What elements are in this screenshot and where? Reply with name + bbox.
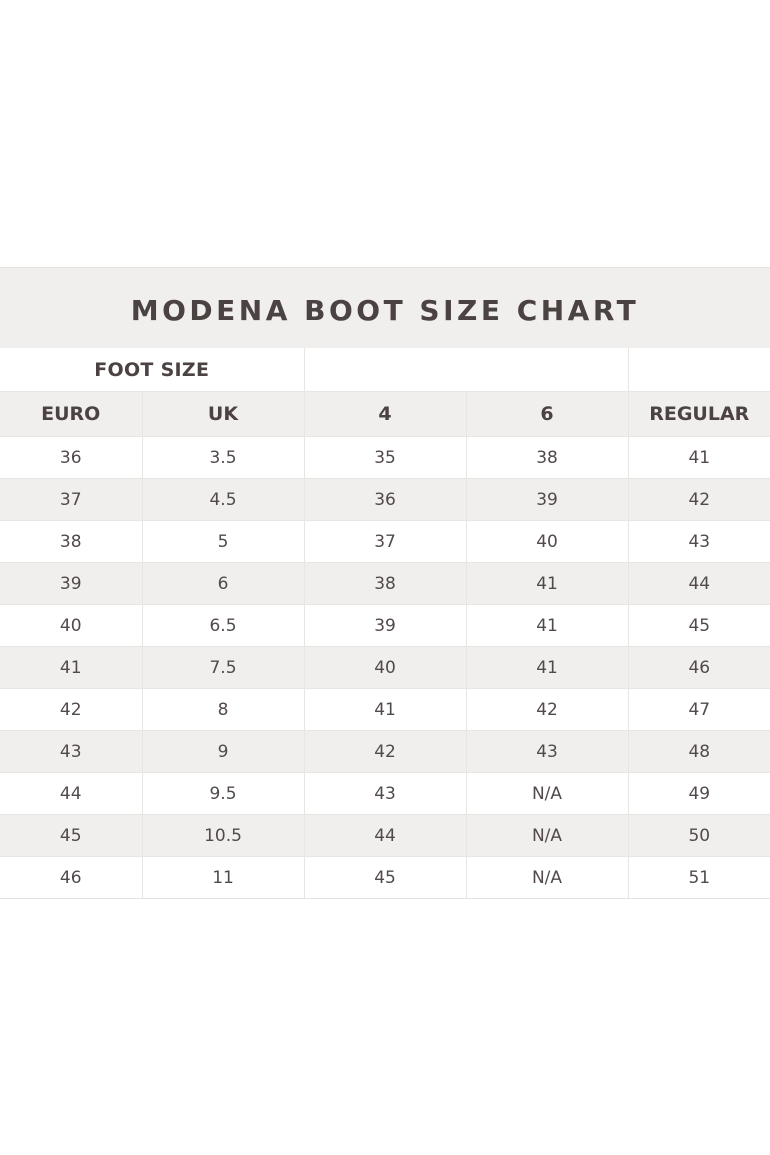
table-row <box>0 731 770 773</box>
table-row <box>0 647 770 689</box>
cell-euro: 42 <box>0 689 142 731</box>
cell-col-6: 38 <box>466 437 628 479</box>
table-row <box>0 479 770 521</box>
column-header-regular: REGULAR <box>628 392 770 437</box>
cell-regular: 43 <box>628 521 770 563</box>
group-header-row <box>0 348 770 392</box>
cell-col-4: 38 <box>304 563 466 605</box>
cell-euro: 40 <box>0 605 142 647</box>
group-header-blank <box>304 348 628 392</box>
cell-uk: 4.5 <box>142 479 304 521</box>
cell-uk: 11 <box>142 857 304 899</box>
column-header-uk: UK <box>142 392 304 437</box>
foot-size-group-label: FOOT SIZE <box>0 348 304 392</box>
cell-col-4: 40 <box>304 647 466 689</box>
cell-uk: 7.5 <box>142 647 304 689</box>
cell-regular: 49 <box>628 773 770 815</box>
column-header-6: 6 <box>466 392 628 437</box>
cell-uk: 6.5 <box>142 605 304 647</box>
cell-col-6: 41 <box>466 563 628 605</box>
column-header-row <box>0 392 770 437</box>
cell-euro: 37 <box>0 479 142 521</box>
cell-euro: 46 <box>0 857 142 899</box>
cell-regular: 48 <box>628 731 770 773</box>
cell-euro: 38 <box>0 521 142 563</box>
group-header-blank <box>628 348 770 392</box>
cell-euro: 43 <box>0 731 142 773</box>
cell-euro: 45 <box>0 815 142 857</box>
cell-regular: 47 <box>628 689 770 731</box>
cell-col-6: 43 <box>466 731 628 773</box>
title-bar <box>0 267 770 348</box>
cell-col-4: 36 <box>304 479 466 521</box>
cell-regular: 42 <box>628 479 770 521</box>
cell-regular: 46 <box>628 647 770 689</box>
cell-euro: 44 <box>0 773 142 815</box>
cell-uk: 9 <box>142 731 304 773</box>
cell-euro: 39 <box>0 563 142 605</box>
cell-uk: 5 <box>142 521 304 563</box>
cell-euro: 36 <box>0 437 142 479</box>
cell-col-6: N/A <box>466 815 628 857</box>
cell-uk: 6 <box>142 563 304 605</box>
table-row <box>0 689 770 731</box>
column-header-4: 4 <box>304 392 466 437</box>
table-row <box>0 605 770 647</box>
cell-col-6: N/A <box>466 857 628 899</box>
cell-col-6: 42 <box>466 689 628 731</box>
cell-col-4: 43 <box>304 773 466 815</box>
size-table <box>0 348 770 899</box>
cell-regular: 50 <box>628 815 770 857</box>
table-row <box>0 815 770 857</box>
table-row <box>0 857 770 899</box>
cell-uk: 9.5 <box>142 773 304 815</box>
cell-col-6: N/A <box>466 773 628 815</box>
cell-col-4: 37 <box>304 521 466 563</box>
cell-col-4: 45 <box>304 857 466 899</box>
cell-col-6: 41 <box>466 647 628 689</box>
size-chart <box>0 267 770 899</box>
table-row <box>0 437 770 479</box>
cell-col-4: 42 <box>304 731 466 773</box>
cell-col-6: 41 <box>466 605 628 647</box>
cell-uk: 10.5 <box>142 815 304 857</box>
cell-col-4: 41 <box>304 689 466 731</box>
table-row <box>0 521 770 563</box>
cell-col-6: 40 <box>466 521 628 563</box>
table-row <box>0 773 770 815</box>
cell-col-4: 35 <box>304 437 466 479</box>
cell-euro: 41 <box>0 647 142 689</box>
cell-col-4: 44 <box>304 815 466 857</box>
cell-regular: 41 <box>628 437 770 479</box>
cell-regular: 51 <box>628 857 770 899</box>
cell-regular: 44 <box>628 563 770 605</box>
cell-col-4: 39 <box>304 605 466 647</box>
cell-col-6: 39 <box>466 479 628 521</box>
cell-uk: 8 <box>142 689 304 731</box>
chart-title: MODENA BOOT SIZE CHART <box>130 293 640 327</box>
size-table-body <box>0 348 770 899</box>
cell-regular: 45 <box>628 605 770 647</box>
table-row <box>0 563 770 605</box>
column-header-euro: EURO <box>0 392 142 437</box>
cell-uk: 3.5 <box>142 437 304 479</box>
